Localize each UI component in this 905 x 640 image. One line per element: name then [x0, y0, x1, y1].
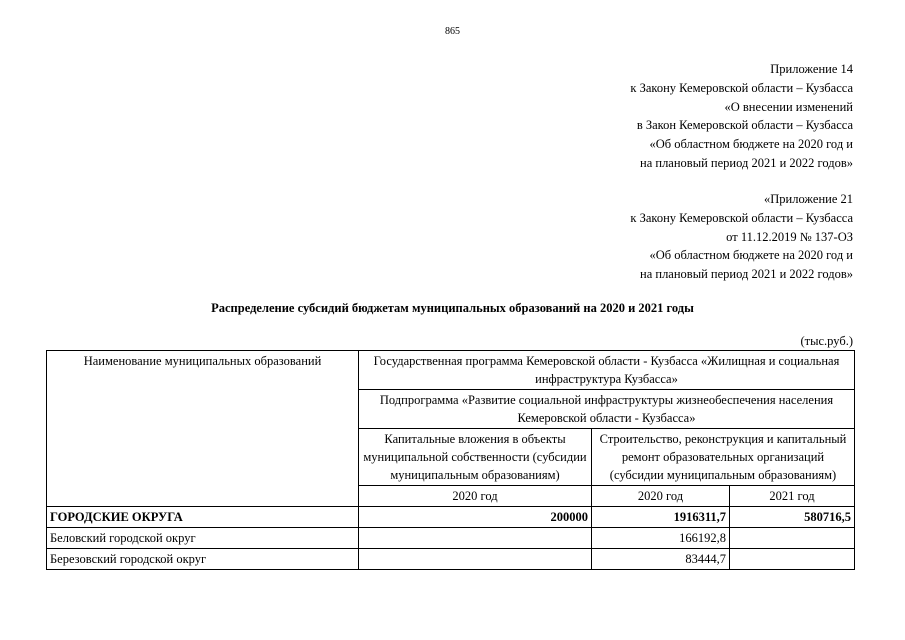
appendix-14-header [630, 60, 853, 173]
appendix-line: «Об областном бюджете на 2020 год и [649, 137, 853, 152]
appendix-line: к Закону Кемеровской области – Кузбасса [630, 210, 853, 225]
header-capital-investments: Капитальные вложения в объекты муниципальной собственности (субсидии муниципальным образованиям) [359, 429, 592, 486]
row-capital-2020: 200000 [359, 507, 592, 528]
row-construction-2020: 166192,8 [592, 528, 730, 549]
row-construction-2021 [730, 549, 855, 570]
appendix-21-header [630, 190, 853, 284]
table-row [47, 507, 855, 528]
appendix-line: «Приложение 21 [764, 192, 853, 206]
subsidy-table [46, 350, 855, 570]
header-year-2021-construction: 2021 год [730, 486, 855, 507]
units-label: (тыс.руб.) [800, 334, 853, 348]
row-construction-2020: 83444,7 [592, 549, 730, 570]
table-row [47, 528, 855, 549]
appendix-line: к Закону Кемеровской области – Кузбасса [630, 80, 853, 95]
header-construction: Строительство, реконструкция и капитальный ремонт образовательных организаций (субсидии муниципальным образованиям) [592, 429, 855, 486]
header-year-2020-capital: 2020 год [359, 486, 592, 507]
row-capital-2020 [359, 528, 592, 549]
appendix-line: от 11.12.2019 № 137-ОЗ [726, 229, 853, 244]
appendix-line: «О внесении изменений [724, 99, 853, 114]
row-capital-2020 [359, 549, 592, 570]
table-row [47, 549, 855, 570]
header-subprogram: Подпрограмма «Развитие социальной инфраструктуры жизнеобеспечения населения Кемеровской области - Кузбасса» [359, 390, 855, 429]
appendix-line: в Закон Кемеровской области – Кузбасса [636, 118, 853, 133]
appendix-line: Приложение 14 [770, 62, 853, 76]
row-name: ГОРОДСКИЕ ОКРУГА [47, 507, 359, 528]
row-construction-2020: 1916311,7 [592, 507, 730, 528]
document-title: Распределение субсидий бюджетам муниципальных образований на 2020 и 2021 годы [211, 301, 694, 315]
appendix-line: на плановый период 2021 и 2022 годов» [640, 267, 853, 282]
header-year-2020-construction: 2020 год [592, 486, 730, 507]
row-name: Березовский городской округ [47, 549, 359, 570]
row-construction-2021: 580716,5 [730, 507, 855, 528]
header-municipality: Наименование муниципальных образований [47, 351, 359, 507]
page-number: 865 [445, 26, 460, 37]
appendix-line: «Об областном бюджете на 2020 год и [649, 248, 853, 263]
appendix-line: на плановый период 2021 и 2022 годов» [640, 155, 853, 170]
row-name: Беловский городской округ [47, 528, 359, 549]
row-construction-2021 [730, 528, 855, 549]
header-program: Государственная программа Кемеровской области - Кузбасса «Жилищная и социальная инфраструктура Кузбасса» [359, 351, 855, 390]
